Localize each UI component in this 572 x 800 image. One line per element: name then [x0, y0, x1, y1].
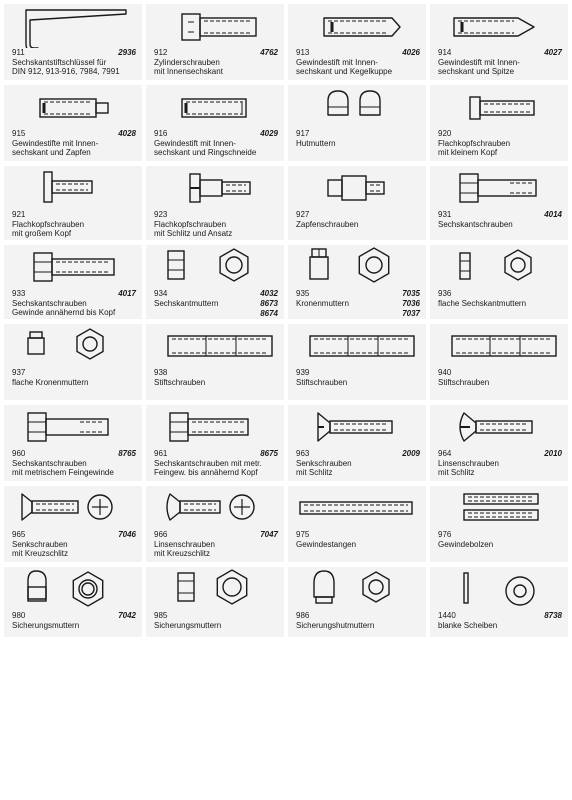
catalog-item-915 — [4, 85, 142, 161]
iso-reference: 8673 — [260, 299, 278, 308]
item-caption — [296, 210, 420, 229]
din-number: 917 — [296, 129, 310, 138]
iso-reference: 2936 — [118, 48, 136, 57]
iso-reference: 4762 — [260, 48, 278, 57]
catalog-item-980 — [4, 567, 142, 637]
catalog-item-938 — [146, 324, 284, 400]
catalog-item-911 — [4, 4, 142, 80]
din-number: 961 — [154, 449, 168, 458]
shoulder-screw-icon — [288, 166, 426, 210]
countersunk-slot-icon — [288, 405, 426, 449]
iso-reference: 8674 — [260, 309, 278, 318]
description-line: Sechskantschrauben — [438, 219, 513, 229]
item-caption — [438, 289, 562, 308]
iso-reference: 7042 — [118, 611, 136, 620]
set-screw-ring-icon — [146, 85, 284, 129]
din-number: 935 — [296, 289, 310, 298]
catalog-item-966 — [146, 486, 284, 562]
description-line: Senkschrauben — [296, 458, 352, 468]
description-line: Flachkopfschrauben — [12, 219, 85, 229]
item-caption — [438, 611, 562, 630]
lock-cap-nut-icon — [288, 567, 426, 611]
hex-bolt-fine-full-icon — [146, 405, 284, 449]
iso-reference: 8765 — [118, 449, 136, 458]
iso-reference: 7046 — [118, 530, 136, 539]
item-caption — [296, 368, 420, 387]
description-line: sechskant und Ringschneide — [154, 148, 257, 157]
catalog-item-961 — [146, 405, 284, 481]
catalog-item-912 — [146, 4, 284, 80]
stud-icon — [288, 324, 426, 368]
iso-reference: 4014 — [544, 210, 562, 219]
item-caption — [296, 611, 420, 630]
din-number: 936 — [438, 289, 452, 298]
din-number: 938 — [154, 368, 168, 377]
iso-reference: 7035 — [402, 289, 420, 298]
din-number: 915 — [12, 129, 26, 138]
flat-head-slot-icon — [146, 166, 284, 210]
description-line: mit Kreuzschlitz — [12, 549, 69, 558]
stud-icon — [430, 324, 568, 368]
description-line: Sicherungsmuttern — [154, 620, 222, 630]
threaded-rod-icon — [288, 486, 426, 530]
item-caption — [154, 530, 278, 559]
description-line: sechskant und Spitze — [438, 67, 515, 76]
description-line: Gewinde annähernd bis Kopf — [12, 308, 116, 317]
description-line: Linsenschrauben — [154, 539, 215, 549]
item-caption — [154, 611, 278, 630]
lock-nut-thin-icon — [146, 567, 284, 611]
din-number: 931 — [438, 210, 452, 219]
description-line: sechskant und Kegelkuppe — [296, 67, 393, 76]
din-number: 920 — [438, 129, 452, 138]
din-number: 937 — [12, 368, 26, 377]
item-caption — [154, 368, 278, 387]
description-line: Hutmuttern — [296, 138, 336, 148]
catalog-item-935 — [288, 245, 426, 319]
catalog-item-975 — [288, 486, 426, 562]
item-caption — [12, 449, 136, 478]
description-line: Gewindebolzen — [438, 539, 494, 549]
din-number: 965 — [12, 530, 26, 539]
description-line: Zylinderschrauben — [154, 57, 220, 67]
description-line: Sicherungshutmuttern — [296, 620, 375, 630]
description-line: Sechskantschrauben — [12, 458, 87, 468]
din-number: 921 — [12, 210, 26, 219]
iso-reference: 2009 — [402, 449, 420, 458]
castle-nut-icon — [288, 245, 426, 289]
description-line: Flachkopfschrauben — [438, 138, 511, 148]
catalog-item-914 — [430, 4, 568, 80]
catalog-item-963 — [288, 405, 426, 481]
description-line: mit Schlitz — [438, 468, 475, 477]
description-line: Sechskantschrauben — [12, 298, 87, 308]
description-line: mit Kreuzschlitz — [154, 549, 211, 558]
item-caption — [12, 210, 136, 239]
catalog-item-1440 — [430, 567, 568, 637]
description-line: mit Schlitz — [296, 468, 333, 477]
description-line: Gewindestift mit Innen- — [438, 57, 520, 67]
description-line: mit großem Kopf — [12, 229, 72, 238]
din-number: 923 — [154, 210, 168, 219]
din-number: 933 — [12, 289, 26, 298]
iso-reference: 2010 — [544, 449, 562, 458]
din-number: 911 — [12, 48, 25, 57]
raised-countersunk-cross-icon — [146, 486, 284, 530]
catalog-item-931 — [430, 166, 568, 240]
description-line: Sechskantschrauben mit metr. — [154, 458, 262, 468]
catalog-item-939 — [288, 324, 426, 400]
catalog-item-986 — [288, 567, 426, 637]
iso-reference: 8738 — [544, 611, 562, 620]
hex-bolt-full-icon — [4, 245, 142, 289]
item-caption — [296, 48, 420, 77]
din-number: 966 — [154, 530, 168, 539]
description-line: Kronenmuttern — [296, 298, 349, 308]
set-screw-cone-icon — [288, 4, 426, 48]
item-caption — [12, 129, 136, 158]
lock-nut-icon — [4, 567, 142, 611]
catalog-item-917 — [288, 85, 426, 161]
din-number: 975 — [296, 530, 310, 539]
description-line: Sicherungsmuttern — [12, 620, 80, 630]
iso-reference: 8675 — [260, 449, 278, 458]
hex-bolt-fine-icon — [4, 405, 142, 449]
item-caption — [438, 368, 562, 387]
item-caption — [12, 48, 136, 77]
item-caption — [438, 129, 562, 158]
item-caption — [438, 449, 562, 478]
item-caption — [296, 129, 420, 148]
flat-head-large-icon — [4, 166, 142, 210]
countersunk-cross-icon — [4, 486, 142, 530]
din-number: 980 — [12, 611, 26, 620]
item-caption — [12, 368, 136, 387]
catalog-item-964 — [430, 405, 568, 481]
item-caption — [12, 530, 136, 559]
item-caption — [12, 289, 136, 318]
description-line: Gewindestift mit Innen- — [154, 138, 236, 148]
din-number: 916 — [154, 129, 168, 138]
description-line: Gewindestift mit Innen- — [296, 57, 378, 67]
din-number: 985 — [154, 611, 168, 620]
set-screw-dog-icon — [4, 85, 142, 129]
thin-hex-nut-icon — [430, 245, 568, 289]
iso-reference: 4032 — [260, 289, 278, 298]
din-number: 976 — [438, 530, 452, 539]
set-screw-point-icon — [430, 4, 568, 48]
catalog-item-913 — [288, 4, 426, 80]
description-line: Stiftschrauben — [296, 377, 348, 387]
raised-countersunk-slot-icon — [430, 405, 568, 449]
catalog-item-940 — [430, 324, 568, 400]
catalog-item-936 — [430, 245, 568, 319]
catalog-item-920 — [430, 85, 568, 161]
iso-reference: 4027 — [544, 48, 562, 57]
catalog-item-937 — [4, 324, 142, 400]
description-line: Gewindestifte mit Innen- — [12, 138, 99, 148]
catalog-item-927 — [288, 166, 426, 240]
din-number: 940 — [438, 368, 452, 377]
threaded-bolt-icon — [430, 486, 568, 530]
catalog-item-960 — [4, 405, 142, 481]
catalog-item-933 — [4, 245, 142, 319]
description-line: sechskant und Zapfen — [12, 148, 91, 157]
hex-nut-icon — [146, 245, 284, 289]
description-line: Sechskantstiftschlüssel für — [12, 57, 107, 67]
cylinder-screw-icon — [146, 4, 284, 48]
din-number: 1440 — [438, 611, 456, 620]
din-number: 934 — [154, 289, 168, 298]
description-line: Linsenschrauben — [438, 458, 499, 468]
description-line: Stiftschrauben — [438, 377, 490, 387]
item-caption — [438, 210, 562, 229]
iso-reference-list — [402, 289, 420, 319]
din-number: 927 — [296, 210, 310, 219]
item-caption — [296, 530, 420, 549]
item-caption — [438, 530, 562, 549]
item-caption — [12, 611, 136, 630]
description-line: mit Schlitz und Ansatz — [154, 229, 233, 238]
description-line: mit Innensechskant — [154, 67, 223, 76]
catalog-item-916 — [146, 85, 284, 161]
washer-icon — [430, 567, 568, 611]
description-line: flache Kronenmuttern — [12, 377, 89, 387]
cap-nut-icon — [288, 85, 426, 129]
item-caption — [154, 210, 278, 239]
catalog-item-985 — [146, 567, 284, 637]
iso-reference: 7036 — [402, 299, 420, 308]
hex-key-icon — [4, 4, 142, 48]
catalog-item-976 — [430, 486, 568, 562]
description-line: flache Sechskantmuttern — [438, 298, 527, 308]
catalog-item-965 — [4, 486, 142, 562]
thin-castle-nut-icon — [4, 324, 142, 368]
item-caption — [154, 449, 278, 478]
catalog-item-921 — [4, 166, 142, 240]
catalog-item-934 — [146, 245, 284, 319]
description-line: mit metrischem Feingewinde — [12, 468, 114, 477]
din-number: 914 — [438, 48, 452, 57]
iso-reference: 4017 — [118, 289, 136, 298]
item-caption — [154, 48, 278, 77]
iso-reference-list — [260, 289, 278, 319]
description-line: Sechskantmuttern — [154, 298, 219, 308]
din-number: 986 — [296, 611, 310, 620]
din-number: 964 — [438, 449, 452, 458]
iso-reference: 4028 — [118, 129, 136, 138]
description-line: Zapfenschrauben — [296, 219, 359, 229]
description-line: Feingew. bis annähernd Kopf — [154, 468, 258, 477]
flat-head-small-icon — [430, 85, 568, 129]
catalog-item-923 — [146, 166, 284, 240]
description-line: mit kleinem Kopf — [438, 148, 498, 157]
description-line: Stiftschrauben — [154, 377, 206, 387]
iso-reference: 7037 — [402, 309, 420, 318]
item-caption — [438, 48, 562, 77]
item-caption — [296, 449, 420, 478]
description-line: Senkschrauben — [12, 539, 68, 549]
iso-reference: 7047 — [260, 530, 278, 539]
description-line: blanke Scheiben — [438, 620, 498, 630]
iso-reference: 4026 — [402, 48, 420, 57]
din-number: 939 — [296, 368, 310, 377]
description-line: Gewindestangen — [296, 539, 357, 549]
hex-bolt-icon — [430, 166, 568, 210]
din-number: 960 — [12, 449, 26, 458]
item-caption — [154, 129, 278, 158]
iso-reference: 4029 — [260, 129, 278, 138]
din-number: 963 — [296, 449, 310, 458]
description-line: Flachkopfschrauben — [154, 219, 227, 229]
din-number: 913 — [296, 48, 310, 57]
description-line: DIN 912, 913-916, 7984, 7991 — [12, 67, 120, 76]
stud-icon — [146, 324, 284, 368]
din-number: 912 — [154, 48, 168, 57]
